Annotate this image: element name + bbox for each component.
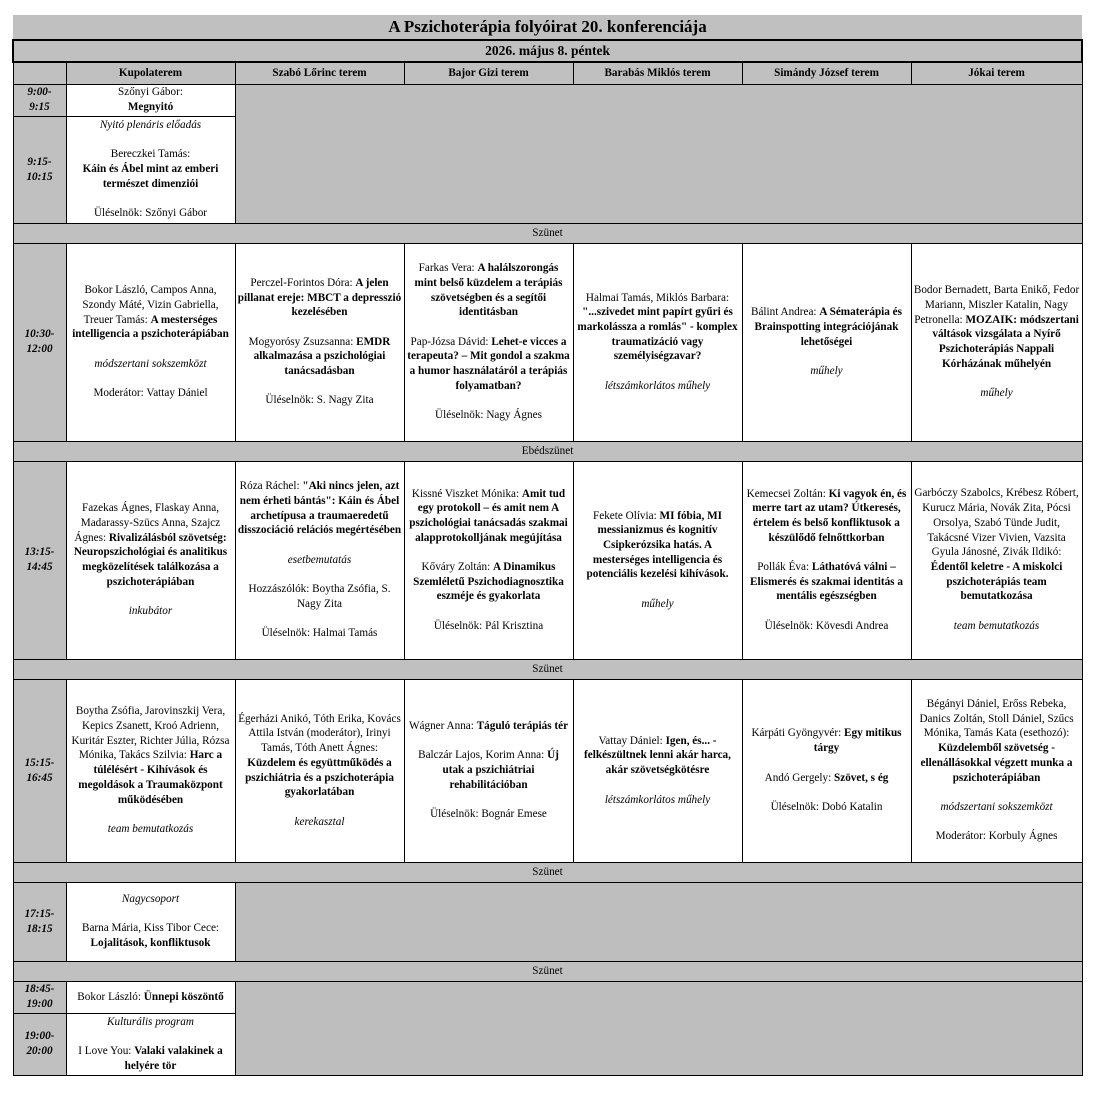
break-row [13, 862, 1082, 882]
time-cell: 13:15- 14:45 [13, 461, 66, 659]
room-header: Szabó Lőrinc terem [235, 62, 404, 84]
time-cell: 15:15- 16:45 [13, 679, 66, 862]
session-barabas: Fekete Olívia: MI fóbia, MI messianizmus és kognitív Csipkerózsika hatás. A mesterséges intelligencia és potenciális kezelési kihívások. műhely [573, 461, 742, 659]
room-header: Barabás Miklós terem [573, 62, 742, 84]
slot-row-1845 [13, 981, 1082, 1013]
session-bajor: Farkas Vera: A halálszorongás mint belső küzdelem a terápiás szövetségben és a segítői identitásban Pap-Józsa Dávid: Lehet-e vicces a terapeuta? – Mit gondol a szakma a humor használatáról a terápiás folyamatban? Üléselnök: Nagy Ágnes [404, 243, 573, 441]
empty-area [235, 981, 1082, 1075]
time-cell: 10:30- 12:00 [13, 243, 66, 441]
lunch-break-row [13, 441, 1082, 461]
room-header: Simándy József terem [742, 62, 911, 84]
session-kupola: Boytha Zsófia, Jarovinszkij Vera, Kepics Zsanett, Kroó Adrienn, Kuritár Eszter, Richter Júlia, Rózsa Mónika, Takács Szilvia: Harc a túlélésért - Kihívások és megoldások a Traumaközpont működésében team bemutatkozás [66, 679, 235, 862]
slot-row-1715 [13, 882, 1082, 961]
session-kupola-cultural: Kulturális program I Love You: Valaki valakinek a helyére tör [66, 1013, 235, 1075]
session-szabo: Róza Ráchel: "Aki nincs jelen, azt nem érheti bántás": Káin és Ábel archetípusa a traumaeredetű disszociáció relációs megértésében esetbemutatás Hozzászólók: Boytha Zsófia, S. Nagy Zita Üléselnök: Halmai Tamás [235, 461, 404, 659]
break-row [13, 659, 1082, 679]
session-jokai: Garbóczy Szabolcs, Krébesz Róbert, Kurucz Mária, Novák Zita, Pócsi Orsolya, Szabó Tünde Judit, Takácsné Vizer Vivien, Vazsita Gyula Jánosné, Zivák Ildikó: Édentől keletre - A miskolci pszichoterápiás team bemutatkozása team bemutatkozás [911, 461, 1082, 659]
date-row [13, 40, 1082, 62]
session-szabo: Perczel-Forintos Dóra: A jelen pillanat ereje: MBCT a depresszió kezelésében Mogyorósy Zsuzsanna: EMDR alkalmazása a pszichológiai tanácsadásban Üléselnök: S. Nagy Zita [235, 243, 404, 441]
slot-row-1030 [13, 243, 1082, 441]
session-kupola-large-group: Nagycsoport Barna Mária, Kiss Tibor Cece: Lojalitások, konfliktusok [66, 882, 235, 961]
session-jokai: Bégányi Dániel, Erőss Rebeka, Danics Zoltán, Stoll Dániel, Szűcs Mónika, Tamás Kata (esethozó): Küzdelemből szövetség - ellenállásokkal végzett munka a pszichoterápiában módszertani sokszemközt Moderátor: Korbuly Ágnes [911, 679, 1082, 862]
time-cell: 9:00- 9:15 [13, 84, 66, 116]
schedule-table [12, 15, 1083, 1076]
slot-row-1515 [13, 679, 1082, 862]
time-cell: 17:15- 18:15 [13, 882, 66, 961]
empty-area [235, 882, 1082, 961]
session-szabo: Égerházi Anikó, Tóth Erika, Kovács Attila István (moderátor), Irinyi Tamás, Tóth Anett Ágnes: Küzdelem és együttműködés a pszichiátria és a pszichoterápia gyakorlatában kerekasztal [235, 679, 404, 862]
conference-title: A Pszichoterápia folyóirat 20. konferenciája [13, 15, 1082, 40]
break-row [13, 223, 1082, 243]
session-kupola: Fazekas Ágnes, Flaskay Anna, Madarassy-Szücs Anna, Szajcz Ágnes: Rivalizálásból szövetség: Neuropszichológiai és analitikus megközelítések találkozása a pszichoterápiában inkubátor [66, 461, 235, 659]
empty-area [235, 84, 1082, 223]
session-simandy: Kárpáti Gyöngyvér: Egy mitikus tárgy Andó Gergely: Szövet, s ég Üléselnök: Dobó Katalin [742, 679, 911, 862]
time-cell: 19:00- 20:00 [13, 1013, 66, 1075]
break-label: Szünet [13, 961, 1082, 981]
break-label: Ebédszünet [13, 441, 1082, 461]
session-barabas: Halmai Tamás, Miklós Barbara: "...szivedet mint papírt gyűri és markolássza a romlás" - komplex traumatizáció vagy személyiségzavar? létszámkorlátos műhely [573, 243, 742, 441]
conference-date: 2026. május 8. péntek [13, 40, 1082, 62]
break-label: Szünet [13, 223, 1082, 243]
session-bajor: Wágner Anna: Táguló terápiás tér Balczár Lajos, Korim Anna: Új utak a pszichiátriai rehabilitációban Üléselnök: Bognár Emese [404, 679, 573, 862]
session-jokai: Bodor Bernadett, Barta Enikő, Fedor Mariann, Miszler Katalin, Nagy Petronella: MOZAIK: módszertani váltások vizsgálata a Nyírő Pszichoterápiás Nappali Kórházának műhelyén műhely [911, 243, 1082, 441]
break-label: Szünet [13, 659, 1082, 679]
slot-row-1315 [13, 461, 1082, 659]
session-bajor: Kissné Viszket Mónika: Amit tud egy protokoll – és amit nem A pszichológiai tanácsadás szakmai alapprotokolljának megújítása Kőváry Zoltán: A Dinamikus Szemléletű Pszichodiagnosztika eszméje és gyakorlata Üléselnök: Pál Krisztina [404, 461, 573, 659]
session-simandy: Kemecsei Zoltán: Ki vagyok én, és merre tart az utam? Útkeresés, értelem és belső konfliktusok a készülődő felnőttkorban Pollák Éva: Láthatóvá válni – Elismerés és szakmai identitás a mentális egészségben Üléselnök: Kövesdi Andrea [742, 461, 911, 659]
room-header-row [13, 62, 1082, 84]
session-simandy: Bálint Andrea: A Sématerápia és Brainspotting integrációjának lehetőségei műhely [742, 243, 911, 441]
time-cell: 18:45- 19:00 [13, 981, 66, 1013]
session-kupola-greeting: Bokor László: Ünnepi köszöntő [66, 981, 235, 1013]
time-header [13, 62, 66, 84]
room-header: Kupolaterem [66, 62, 235, 84]
slot-row-0900 [13, 84, 1082, 116]
session-barabas: Vattay Dániel: Igen, és... - felkészültnek lenni akár harca, akár szövetségkötésre létszámkorlátos műhely [573, 679, 742, 862]
room-header: Bajor Gizi terem [404, 62, 573, 84]
break-label: Szünet [13, 862, 1082, 882]
break-row [13, 961, 1082, 981]
session-kupola-opening: Szőnyi Gábor: Megnyitó [66, 84, 235, 116]
room-header: Jókai terem [911, 62, 1082, 84]
session-kupola-plenary: Nyitó plenáris előadás Bereczkei Tamás: Káin és Ábel mint az emberi természet dimenziói Üléselnök: Szőnyi Gábor [66, 116, 235, 223]
time-cell: 9:15- 10:15 [13, 116, 66, 223]
title-row [13, 15, 1082, 40]
session-kupola: Bokor László, Campos Anna, Szondy Máté, Vizin Gabriella, Treuer Tamás: A mesterséges intelligencia a pszichoterápiában módszertani sokszemközt Moderátor: Vattay Dániel [66, 243, 235, 441]
